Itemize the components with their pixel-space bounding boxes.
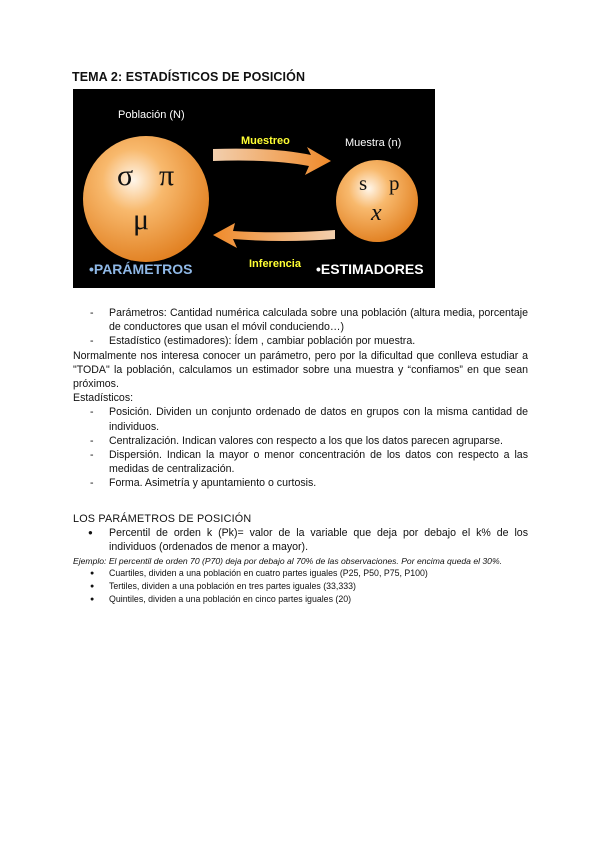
muestreo-label: Muestreo <box>241 135 290 147</box>
list-item: - Parámetros: Cantidad numérica calculada sobre una población (altura media, porcentaje de conductores que usan el móvil conduciendo…) <box>73 306 528 334</box>
list-item: - Dispersión. Indican la mayor o menor concentración de los datos con respecto a las medidas de centralización. <box>73 448 528 476</box>
list-item: - Centralización. Indican valores con respecto a los que los datos parecen agruparse. <box>73 434 528 448</box>
estimadores-caption: •ESTIMADORES <box>316 261 424 277</box>
mu-symbol: μ <box>133 203 150 236</box>
intro-paragraph: Normalmente nos interesa conocer un parámetro, pero por la dificultad que conlleva estudiar a "TODA" la población, calculamos un estimador sobre una muestra y “confiamos” en que sean próximos. <box>73 349 528 391</box>
estadisticos-heading: Estadísticos: <box>73 392 134 405</box>
list-item: - Estadístico (estimadores): Ídem , cambiar población por muestra. <box>73 334 528 348</box>
sample-label: Muestra (n) <box>345 137 402 149</box>
inferencia-arrow <box>213 223 335 248</box>
population-label: Población (N) <box>118 109 185 121</box>
x-symbol: x <box>371 200 382 226</box>
quantile-list <box>73 567 528 606</box>
inferencia-label: Inferencia <box>249 258 301 270</box>
position-parameters-block <box>73 512 528 606</box>
s-symbol: s <box>359 171 368 195</box>
list-item: ● Percentil de orden k (Pk)= valor de la variable que deja por debajo el k% de los individuos (ordenados de menor a mayor). <box>73 526 528 554</box>
list-item: ● Cuartiles, dividen a una población en cuatro partes iguales (P25, P50, P75, P100) <box>73 567 528 580</box>
parametros-caption: •PARÁMETROS <box>89 261 193 277</box>
p-symbol: p <box>389 171 400 195</box>
population-sample-diagram <box>73 89 435 288</box>
muestreo-arrow <box>213 147 331 175</box>
population-sphere <box>83 136 209 262</box>
estadisticos-list <box>73 405 528 490</box>
example-text: Ejemplo: El percentil de orden 70 (P70) deja por debajo al 70% de las observaciones. Por encima queda el 30%. <box>73 555 502 566</box>
list-item: ● Quintiles, dividen a una población en cinco partes iguales (20) <box>73 593 528 606</box>
sigma-symbol: σ <box>117 159 134 192</box>
pi-symbol: π <box>159 159 175 192</box>
list-item: ● Tertiles, dividen a una población en tres partes iguales (33,333) <box>73 580 528 593</box>
list-item: - Forma. Asimetría y apuntamiento o curtosis. <box>73 476 528 490</box>
page-title: TEMA 2: ESTADÍSTICOS DE POSICIÓN <box>72 70 306 84</box>
section-heading: LOS PARÁMETROS DE POSICIÓN <box>73 513 252 525</box>
percentil-list <box>73 526 528 554</box>
list-item: - Posición. Dividen un conjunto ordenado de datos en grupos con la misma cantidad de individuos. <box>73 405 528 433</box>
definitions-block <box>73 306 528 491</box>
definitions-list <box>73 306 528 349</box>
